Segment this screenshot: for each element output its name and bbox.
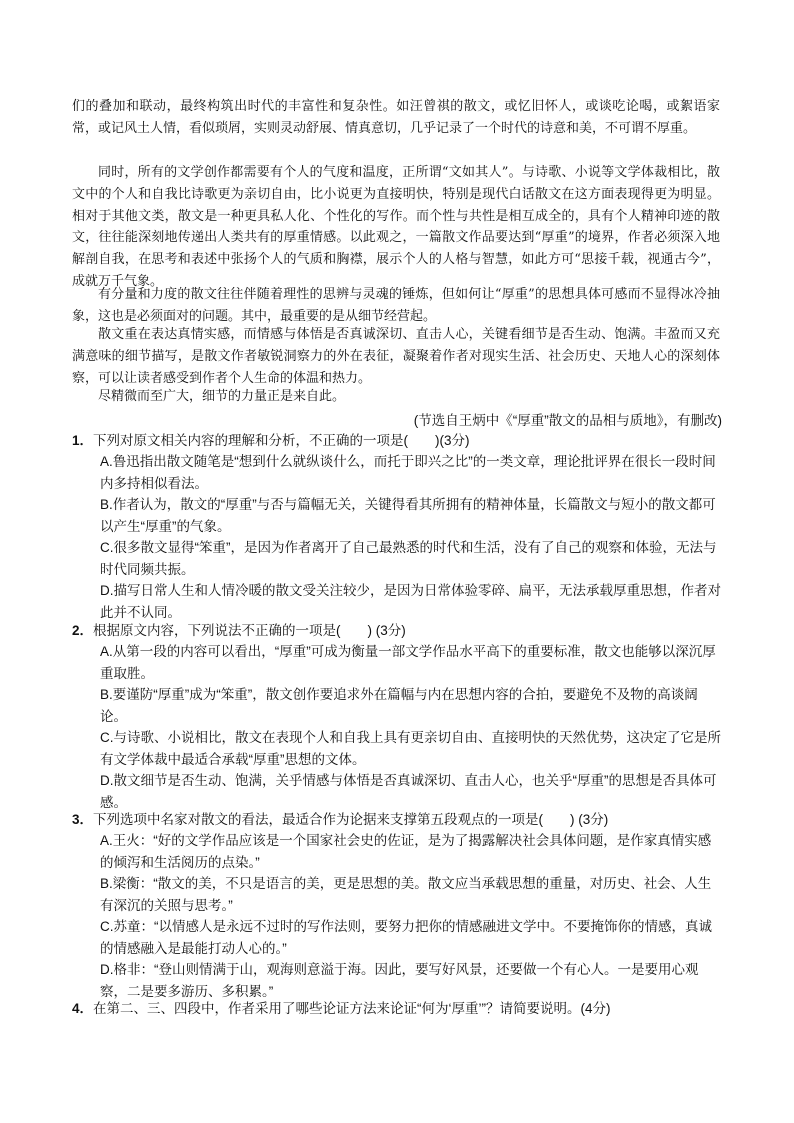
question-2-option-c: C.与诗歌、小说相比，散文在表现个人和自我上具有更亲切自由、直接明快的天然优势，这决定了它是所有文学体裁中最适合承载“厚重”思想的文体。	[100, 730, 721, 767]
question-3-option-a: A.王火：“好的文学作品应该是一个国家社会史的佐证，是为了揭露解决社会具体问题，是作家真情实感的倾泻和生活阅历的点染。”	[100, 833, 712, 870]
question-4	[72, 998, 722, 1020]
question-number: 3．	[72, 812, 94, 827]
passage-source: (节选自王炳中《“厚重”散文的品相与质地》，有删改)	[413, 413, 722, 428]
passage-paragraph-continued: 们的叠加和联动，最终构筑出时代的丰富性和复杂性。如汪曾祺的散文，或忆旧怀人，或谈吃论喝，或絮语家常，或记风土人情，看似琐屑，实则灵动舒展、情真意切，几乎记录了一个时代的诗意和美，不可谓不厚重。	[72, 99, 720, 136]
passage-paragraph-personality: 同时，所有的文学创作都需要有个人的气度和温度，正所谓“文如其人”。与诗歌、小说等文学体裁相比，散文中的个人和自我比诗歌更为亲切自由，比小说更为直接明快，特别是现代白话散文在这方面表现得更为明显。相对于其他文类，散文是一种更具私人化、个性化的写作。而个性与共性是相互成全的，具有个人精神印迹的散文，往往能深刻地传递出人类共有的厚重情感。以此观之，一篇散文作品要达到“厚重”的境界，作者必须深入地解剖自我，在思考和表述中张扬个人的气质和胸襟，展示个人的人格与智慧，如此方可“思接千载，视通古今”，成就万千气象。	[72, 165, 720, 289]
question-number: 1．	[72, 433, 94, 448]
question-2-option-a: A.从第一段的内容可以看出，“厚重”可成为衡量一部文学作品水平高下的重要标准，散文也能够以深沉厚重取胜。	[100, 644, 716, 681]
passage-paragraph-details: 散文重在表达真情实感，而情感与体悟是否真诚深切、直击人心，关键看细节是否生动、饱满。丰盈而又充满意味的细节描写，是散文作者敏锐洞察力的外在表征，凝聚着作者对现实生活、社会历史、天地人心的深刻体察，可以让读者感受到作者个人生命的体温和热力。	[72, 327, 720, 386]
question-stem: 在第二、三、四段中，作者采用了哪些论证方法来论证“何为‘厚重’”？请简要说明。(4分)	[93, 1001, 611, 1016]
question-1-option-c: C.很多散文显得“笨重”，是因为作者离开了自己最熟悉的时代和生活，没有了自己的观察和体验，无法与时代同频共振。	[100, 540, 717, 577]
question-2-option-b: B.要谨防“厚重”成为“笨重”，散文创作要追求外在篇幅与内在思想内容的合拍，要避免不及物的高谈阔论。	[100, 687, 698, 724]
question-2	[72, 620, 722, 642]
question-stem: 下列选项中名家对散文的看法，最适合作为论据来支撑第五段观点的一项是( ) (3分)	[93, 812, 609, 827]
question-number: 2．	[72, 623, 94, 638]
question-3-option-c: C.苏童：“以情感人是永远不过时的写作法则，要努力把你的情感融进文学中。不要掩饰你的情感，真诚的情感融入是最能打动人心的。”	[100, 919, 712, 956]
question-number: 4．	[72, 1001, 94, 1016]
passage-paragraph-conclusion: 尽精微而至广大，细节的力量正是来自此。	[98, 389, 346, 404]
question-1-option-a: A.鲁迅指出散文随笔是“想到什么就纵谈什么，而托于即兴之比”的一类文章，理论批评界在很长一段时间内多持相似看法。	[100, 454, 716, 491]
question-3	[72, 809, 722, 831]
question-stem: 下列对原文相关内容的理解和分析，不正确的一项是( )(3分)	[93, 433, 470, 448]
question-1	[72, 430, 722, 452]
question-stem: 根据原文内容，下列说法不正确的一项是( ) (3分)	[93, 623, 406, 638]
question-3-option-d: D.格非：“登山则情满于山，观海则意溢于海。因此，要写好风景，还要做一个有心人。一是要用心观察，二是要多游历、多积累。”	[100, 962, 699, 999]
question-1-option-b: B.作者认为，散文的“厚重”与否与篇幅无关，关键得看其所拥有的精神体量，长篇散文与短小的散文都可以产生“厚重”的气象。	[100, 497, 716, 534]
question-3-option-b: B.梁衡：“散文的美，不只是语言的美，更是思想的美。散文应当承载思想的重量，对历史、社会、人生有深沉的关照与思考。”	[100, 876, 712, 913]
question-2-option-d: D.散文细节是否生动、饱满，关乎情感与体悟是否真诚深切、直击人心，也关乎“厚重”的思想是否具体可感。	[100, 773, 717, 810]
question-1-option-d: D.描写日常人生和人情冷暖的散文受关注较少，是因为日常体验零碎、扁平，无法承载厚重思想，作者对此并不认同。	[100, 583, 721, 620]
passage-paragraph-thought: 有分量和力度的散文往往伴随着理性的思辨与灵魂的锤炼，但如何让“厚重”的思想具体可感而不显得冰冷抽象，这也是必须面对的问题。其中，最重要的是从细节经营起。	[72, 287, 720, 324]
